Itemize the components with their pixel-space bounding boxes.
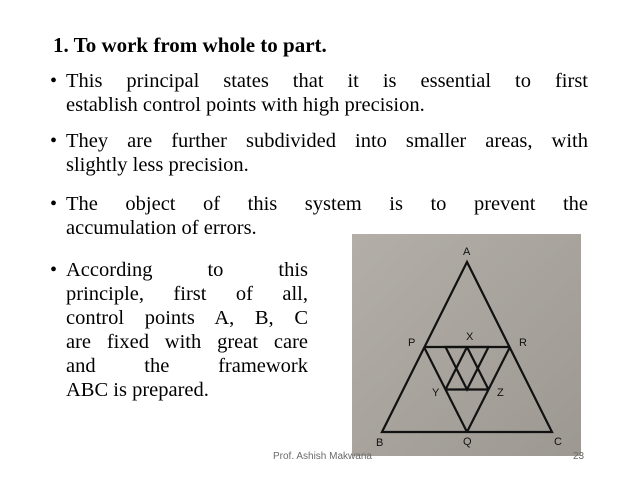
point-label-z: Z — [497, 387, 504, 399]
point-label-q: Q — [463, 436, 472, 448]
footer-author: Prof. Ashish Makwana — [273, 451, 372, 462]
point-label-r: R — [519, 337, 527, 349]
bullet-symbol: • — [50, 70, 58, 92]
slide-heading: 1. To work from whole to part. — [53, 33, 327, 57]
bullet-line: accumulation of errors. — [66, 217, 257, 239]
bullet-line: They are further subdivided into smaller areas, with — [66, 130, 588, 152]
bullet-line: According to this — [66, 259, 308, 281]
bullet-line: The object of this system is to prevent the — [66, 193, 588, 215]
bullet-item-2 — [50, 129, 588, 177]
point-label-x: X — [466, 331, 474, 343]
point-label-p: P — [408, 337, 416, 349]
bullet-line: slightly less precision. — [66, 154, 249, 176]
bullet-line: establish control points with high precision. — [66, 94, 425, 116]
bullet-line: This principal states that it is essential to first — [66, 70, 588, 92]
point-label-b: B — [376, 437, 384, 449]
triangle-diagram — [352, 234, 581, 456]
bullet-symbol: • — [50, 130, 58, 152]
bullet-item-1 — [50, 69, 588, 117]
triangulation-figure — [352, 234, 581, 456]
bullet-line: and the framework — [66, 355, 308, 377]
bullet-item-4 — [50, 258, 308, 402]
bullet-item-3 — [50, 192, 588, 240]
point-label-c: C — [554, 436, 562, 448]
bullet-symbol: • — [50, 193, 58, 215]
page-number: 23 — [573, 451, 585, 462]
bullet-symbol: • — [50, 259, 58, 281]
bullet-line: ABC is prepared. — [66, 379, 209, 401]
point-label-a: A — [463, 246, 471, 258]
bullet-line: principle, first of all, — [66, 283, 308, 305]
bullet-line: control points A, B, C — [66, 307, 308, 329]
bullet-line: are fixed with great care — [66, 331, 308, 353]
point-label-y: Y — [432, 387, 440, 399]
